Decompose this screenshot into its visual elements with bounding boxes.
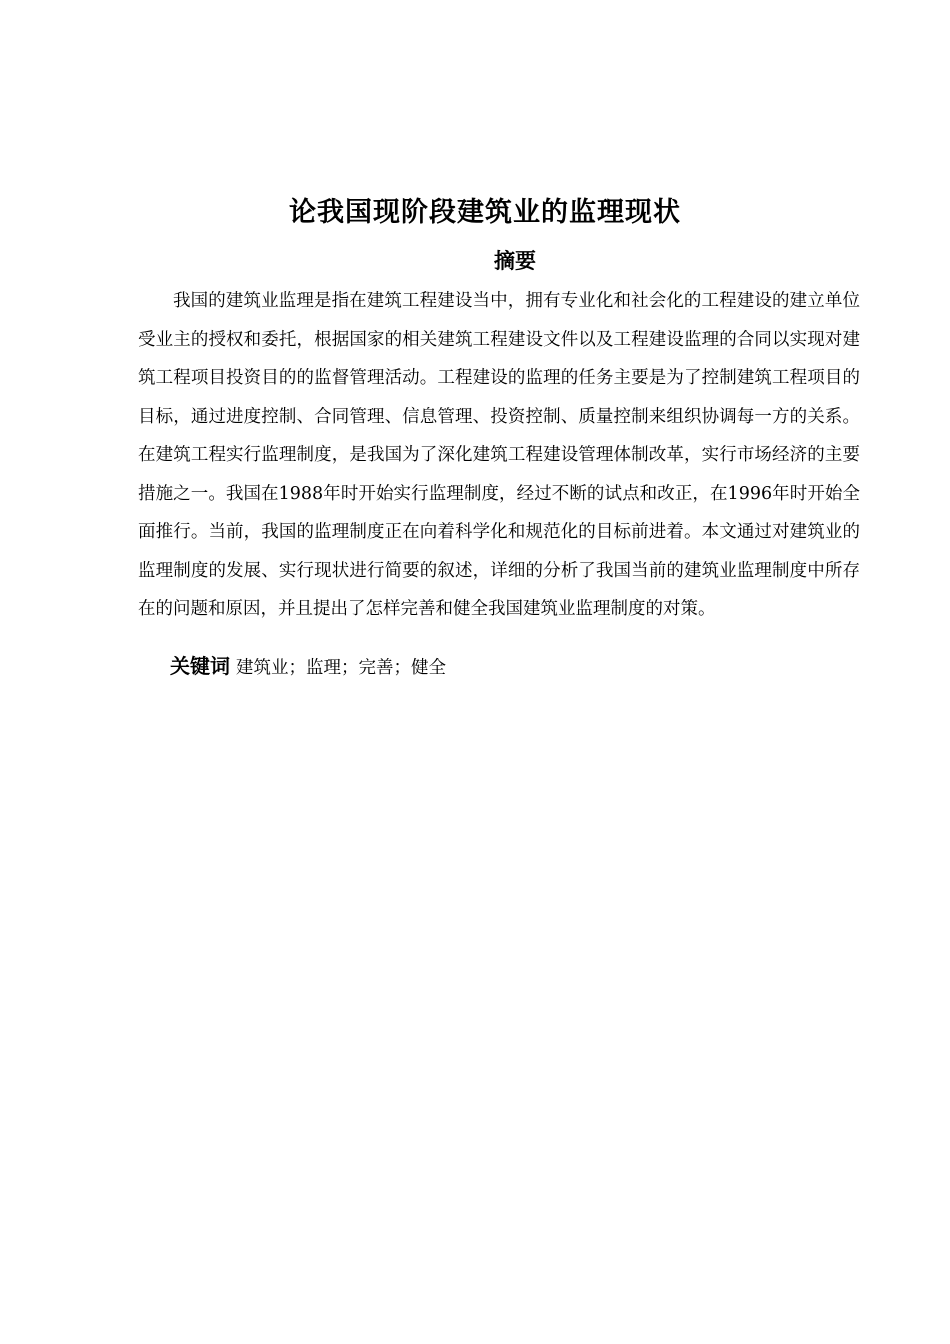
document-title: 论我国现阶段建筑业的监理现状: [289, 197, 681, 228]
abstract-body: 我国的建筑业监理是指在建筑工程建设当中，拥有专业化和社会化的工程建设的建立单位受业主的授权和委托，根据国家的相关建筑工程建设文件以及工程建设监理的合同以实现对建筑工程项目投资目的的监督管理活动。工程建设的监理的任务主要是为了控制建筑工程项目的目标，通过进度控制、合同管理、信息管理、投资控制、质量控制来组织协调每一方的关系。在建筑工程实行监理制度，是我国为了深化建筑工程建设管理体制改革，实行市场经济的主要措施之一。我国在1988年时开始实行监理制度，经过不断的试点和改正，在1996年时开始全面推行。当前，我国的监理制度正在向着科学化和规范化的目标前进着。本文通过对建筑业的监理制度的发展、实行现状进行简要的叙述，详细的分析了我国当前的建筑业监理制度中所存在的问题和原因，并且提出了怎样完善和健全我国建筑业监理制度的对策。: [138, 291, 860, 619]
keywords-line: [170, 650, 860, 679]
abstract-heading: 摘要: [494, 249, 536, 273]
keywords-text: 建筑业；监理；完善；健全: [236, 658, 446, 678]
keywords-label: 关键词: [170, 654, 230, 678]
